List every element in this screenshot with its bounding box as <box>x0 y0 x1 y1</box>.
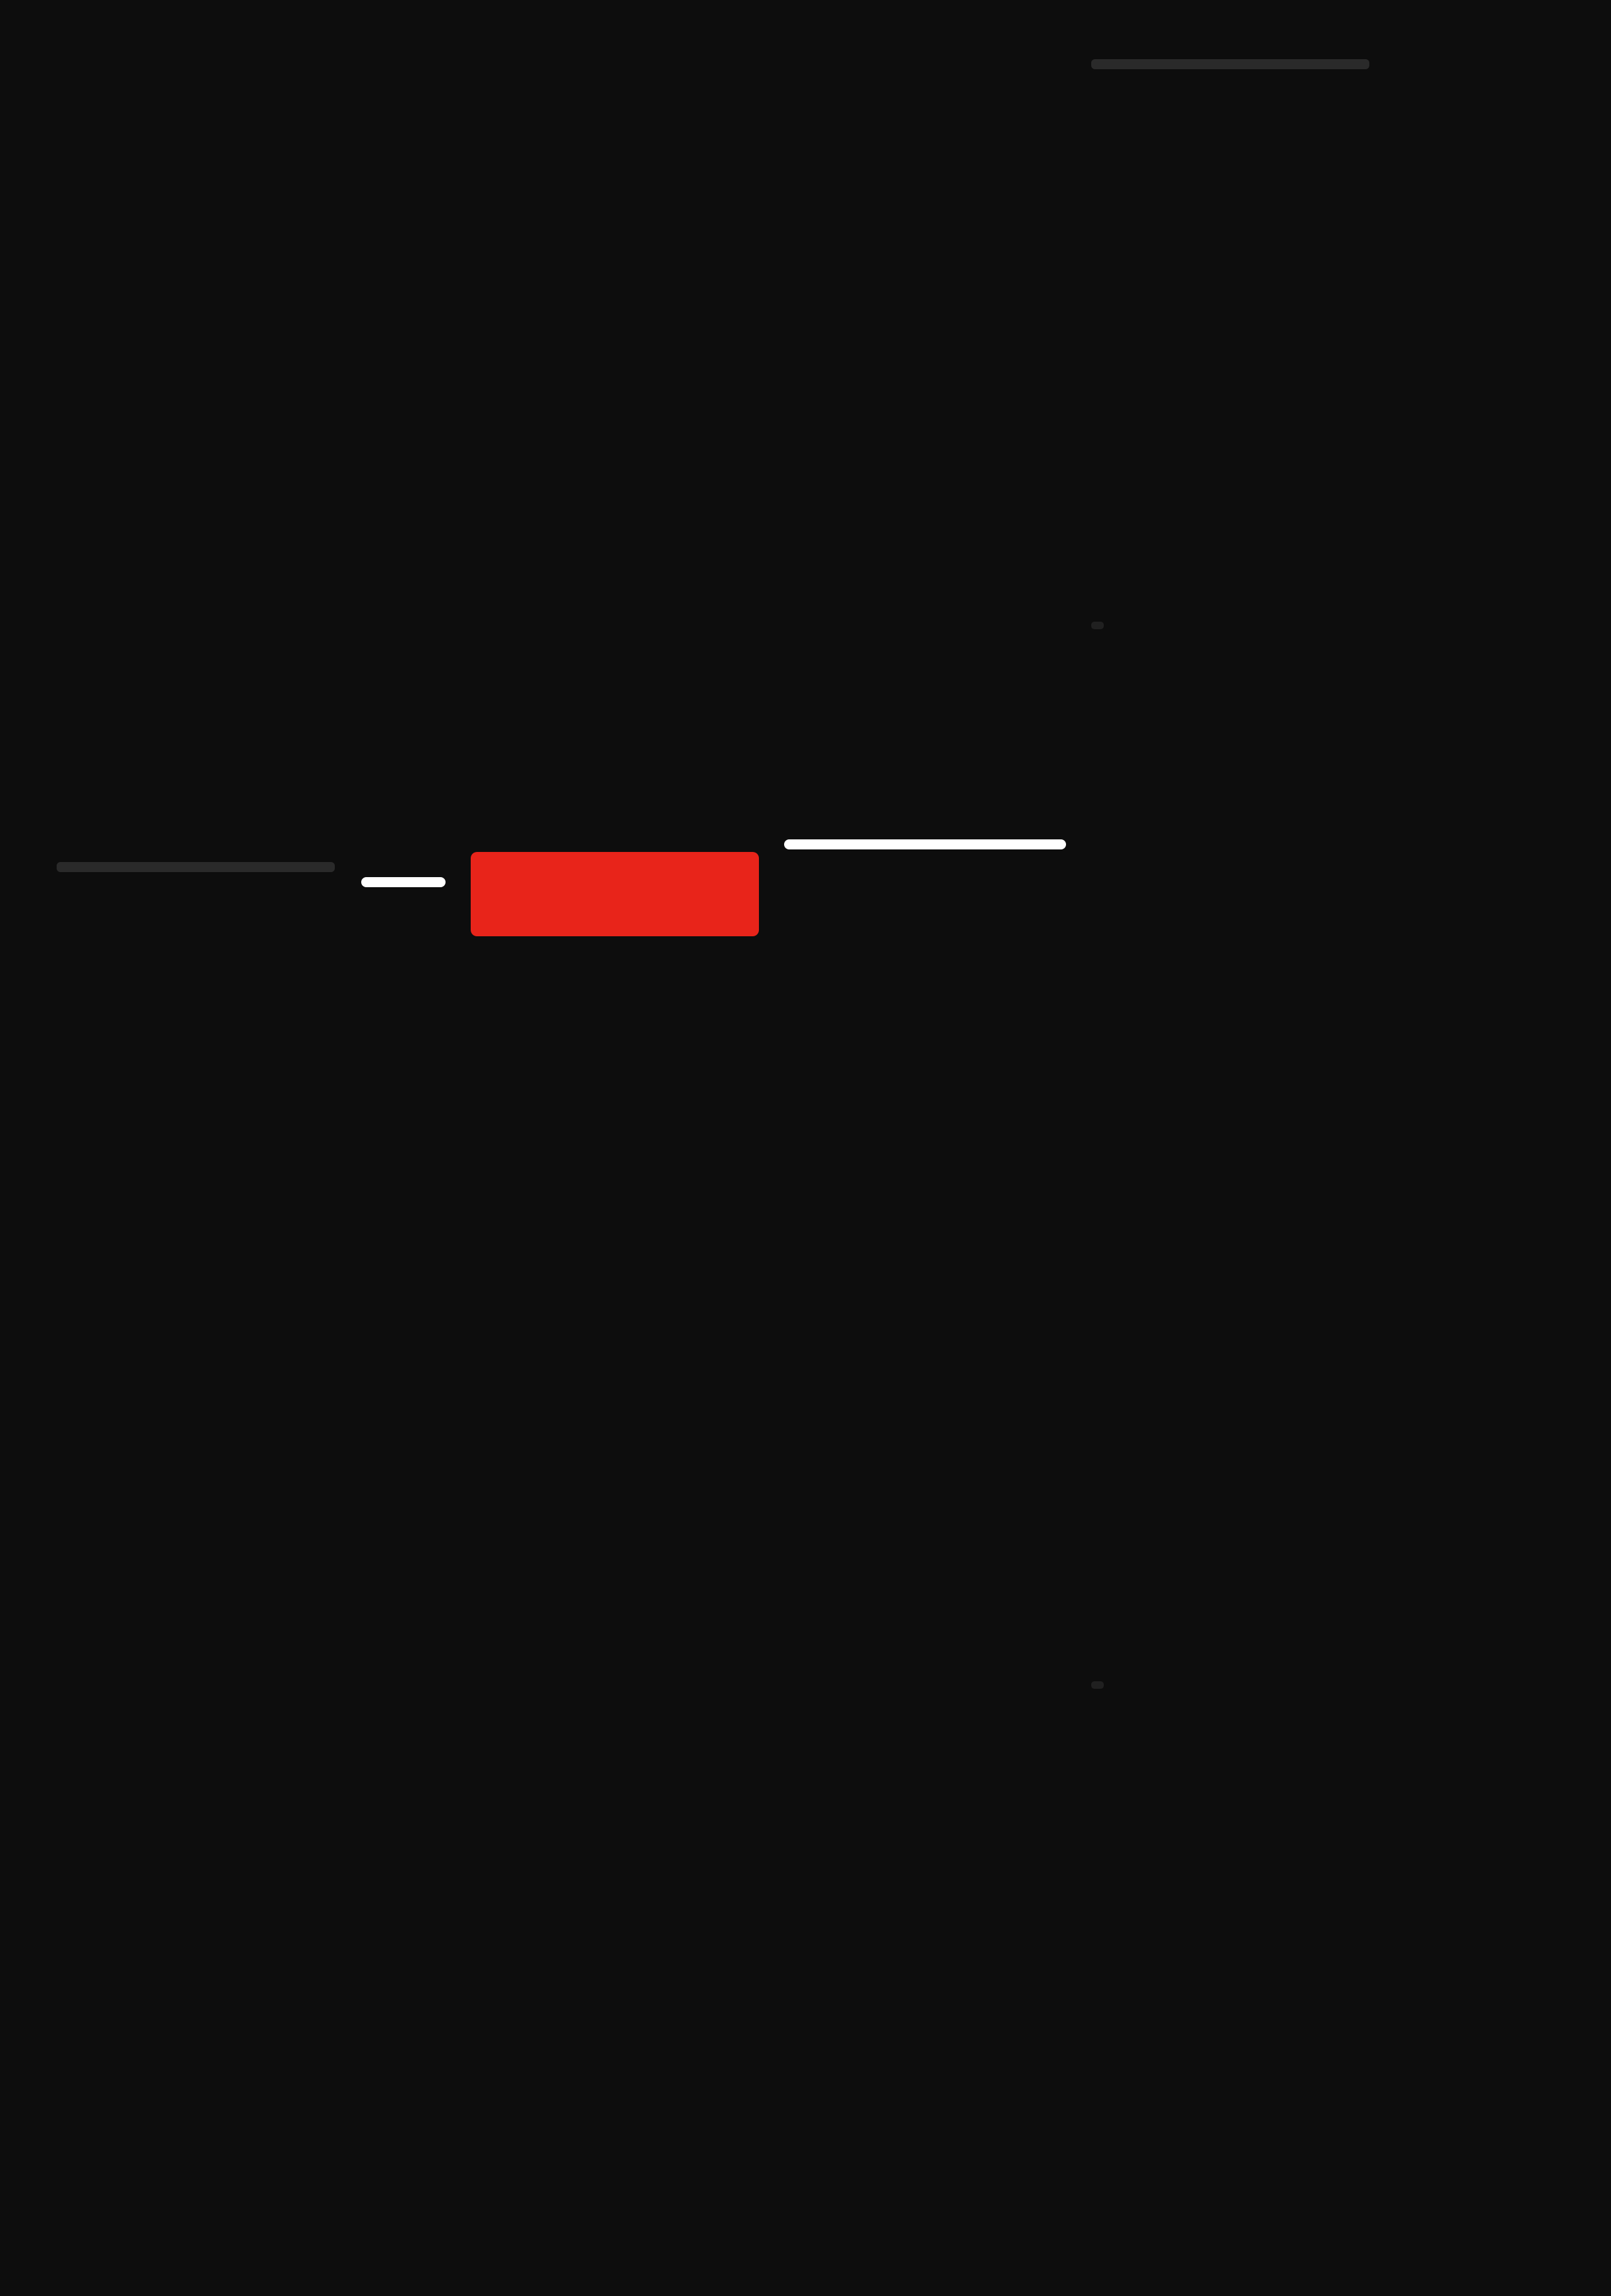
citation-label[interactable] <box>361 877 446 887</box>
root-topic[interactable] <box>471 852 759 936</box>
branch-illness-insurance[interactable] <box>1091 1681 1104 1689</box>
main-summary[interactable] <box>784 839 1066 849</box>
top-leaf[interactable] <box>1091 59 1369 69</box>
citation-reference[interactable] <box>57 862 335 872</box>
branch-price-standard[interactable] <box>1091 622 1104 629</box>
